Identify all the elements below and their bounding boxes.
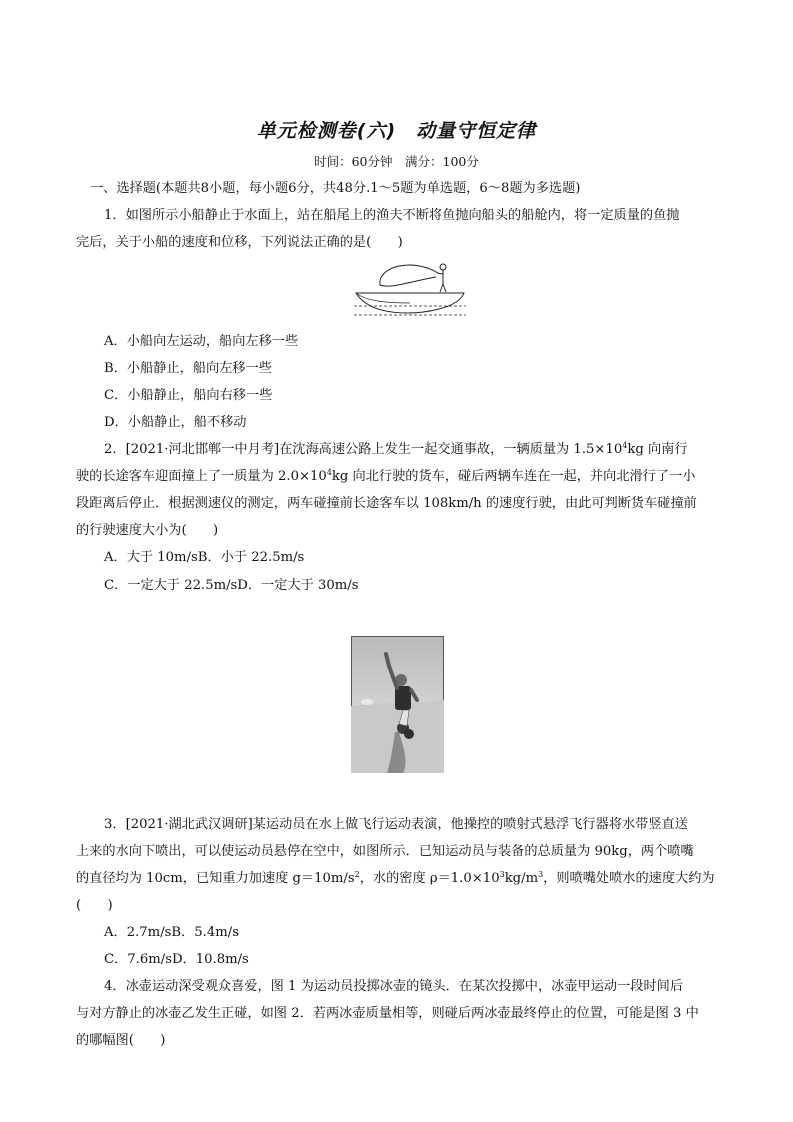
exam-meta: 时间：60分钟 满分：100分	[314, 154, 479, 169]
q3-line3: 的直径均为 10cm，已知重力加速度 $g=10m/s^2$，水的密度 $\rho=1.0\times 10^3kg/m^3$，则喷嘴处喷水的速度大约为	[76, 870, 715, 886]
q3-options-cd: C．7.6m/sD．10.8m/s	[104, 952, 249, 967]
q2-line4: 的行驶速度大小为( )	[76, 523, 219, 538]
jetpack-athlete-photo-icon	[351, 636, 444, 773]
q1-option-c: C．小船静止，船向右移一些	[104, 388, 273, 403]
q2-line2: 驶的长途客车迎面撞上了一质量为 $2.0\times 10^4kg$ 向北行驶的货车，碰后两辆车连在一起，并向北滑行了一小	[76, 468, 696, 484]
section-label: 一、选择题(本题共8小题，每小题6分，共48分.1～5题为单选题，6～8题为多选题)	[90, 181, 581, 196]
page-title	[0, 116, 793, 143]
q4-line3: 的哪幅图( )	[76, 1033, 166, 1048]
q2-options-ab: A．大于 10m/sB．小于 22.5m/s	[104, 550, 305, 565]
q3-line4: ( )	[76, 898, 113, 913]
q1-line2: 完后，关于小船的速度和位移，下列说法正确的是( )	[76, 235, 403, 250]
q1-option-b: B．小船静止，船向左移一些	[104, 361, 272, 376]
q2-line1: 2．[2021·河北邯郸一中月考]在沈海高速公路上发生一起交通事故，一辆质量为 $1.5\times 10^4kg$ 向南行	[104, 441, 688, 457]
fisherman-boat-figure-icon	[352, 259, 468, 325]
q1-option-d: D．小船静止，船不移动	[104, 415, 247, 430]
title-left: 单元检测卷(六)	[256, 120, 397, 142]
q3-line2: 上来的水向下喷出，可以使运动员悬停在空中，如图所示．已知运动员与装备的总质量为 90kg，两个喷嘴	[76, 844, 694, 859]
title-right: 动量守恒定律	[416, 120, 537, 142]
q2-options-cd: C．一定大于 22.5m/sD．一定大于 30m/s	[104, 578, 359, 593]
q4-line2: 与对方静止的冰壶乙发生正碰，如图 2．若两冰壶质量相等，则碰后两冰壶最终停止的位置，可能是图 3 中	[76, 1006, 699, 1021]
q2-line3: 段距离后停止．根据测速仪的测定，两车碰撞前长途客车以 108km/h 的速度行驶，由此可判断货车碰撞前	[76, 496, 697, 511]
q1-option-a: A．小船向左运动，船向左移一些	[104, 334, 299, 349]
q3-options-ab: A．2.7m/sB．5.4m/s	[104, 925, 239, 940]
q1-line1: 1．如图所示小船静止于水面上，站在船尾上的渔夫不断将鱼抛向船头的船舱内，将一定质量的鱼抛	[104, 208, 680, 223]
q4-line1: 4．冰壶运动深受观众喜爱，图 1 为运动员投掷冰壶的镜头．在某次投掷中，冰壶甲运动一段时间后	[104, 979, 684, 994]
q3-line1: 3．[2021·湖北武汉调研]某运动员在水上做飞行运动表演，他操控的喷射式悬浮飞行器将水带竖直送	[104, 817, 688, 832]
